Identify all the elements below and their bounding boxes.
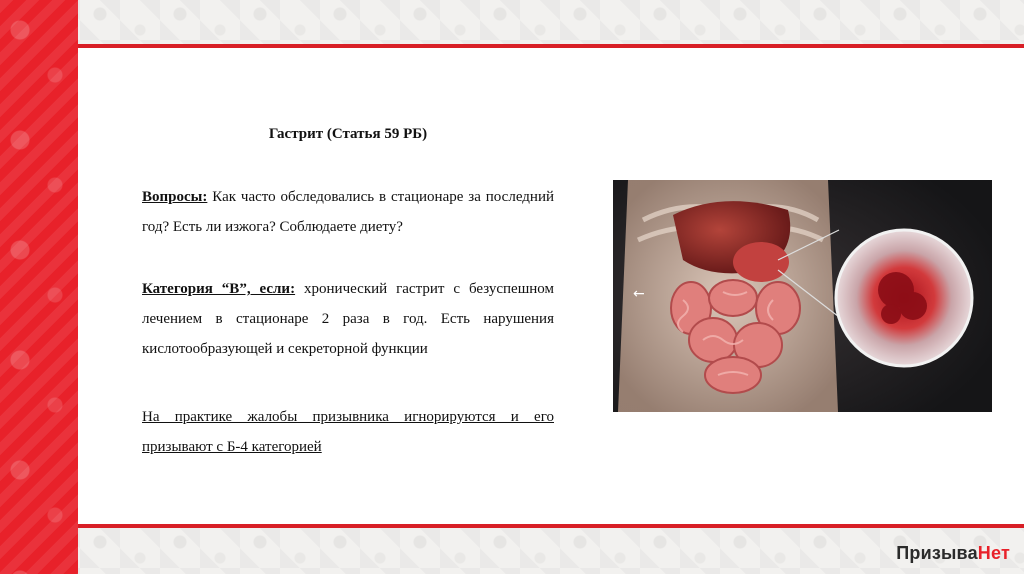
questions-paragraph [142,182,554,242]
questions-label: Вопросы: [142,189,208,205]
category-text: хронический гастрит с безуспешном лечением в стационаре 2 раза в год. Есть нарушения кислотообразующей и секреторной функции [142,281,554,357]
bottom-red-line [78,524,1024,528]
category-label: Категория “В”, если: [142,281,296,297]
top-red-line [78,44,1024,48]
left-red-sidebar [0,0,78,574]
digestive-system-illustration [613,180,992,412]
brand-logo [896,543,1010,564]
top-pattern-strip [0,0,1024,44]
brand-name-main: Призыва [896,543,978,563]
digestive-system-icon [613,180,992,412]
questions-text: Как часто обследовались в стационаре за последний год? Есть ли изжога? Соблюдаете диету? [142,189,554,235]
brand-name-accent: Нет [977,543,1010,563]
category-paragraph [142,274,554,364]
bottom-pattern-strip [0,528,1024,574]
practice-note: На практике жалобы призывника игнорируются и его призывают с Б-4 категорией [142,409,554,455]
slide-title: Гастрит (Статья 59 РБ) [268,126,428,142]
svg-text:←: ← [633,286,645,302]
